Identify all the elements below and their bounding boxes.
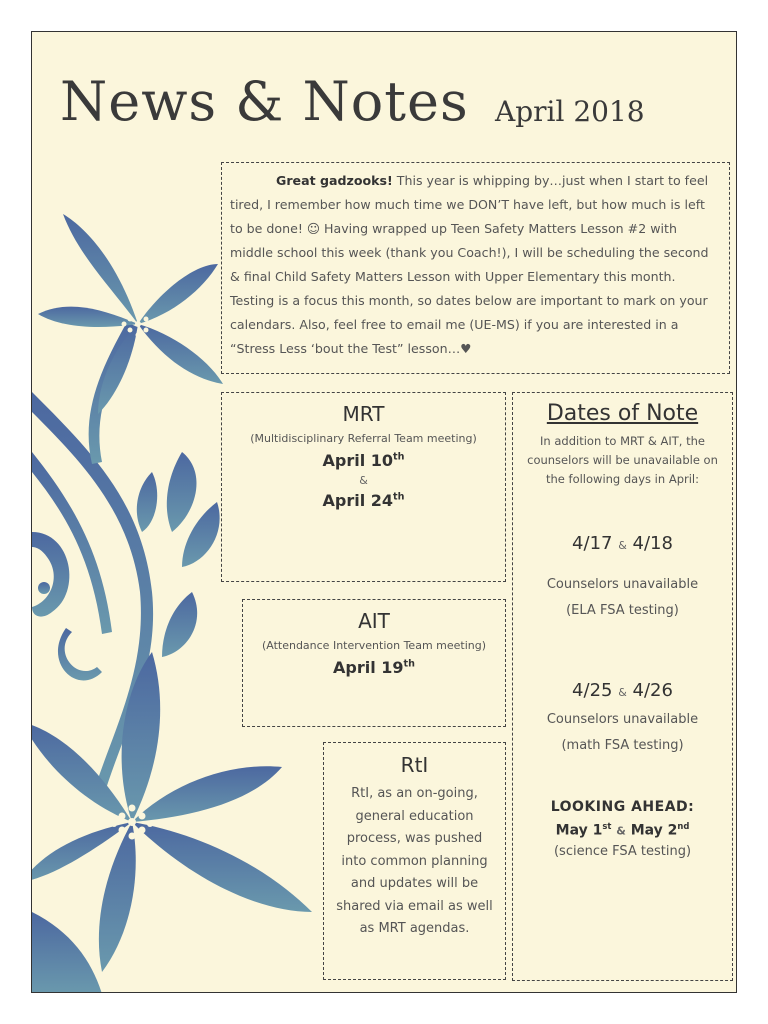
intro-text: This year is whipping by…just when I start to feel tired, I remember how much time we DON’T have left, but how much is left to be done! ☺ Having wrapped up Teen Safety Matters Lesson #2 with middle school this week (thank you Coach!), I will be scheduling the second & final Child Safety Matters Lesson with Upper Elementary this month. Testing is a focus this month, so dates below are important to mark on your calendars. Also, feel free to email me (UE-MS) if you are interested in a “Stress Less ‘bout the Test” lesson…♥ — [230, 173, 709, 356]
looking-ahead-heading: LOOKING AHEAD: — [550, 799, 695, 815]
intro-box — [221, 162, 730, 374]
dates-of-note-box — [512, 392, 733, 981]
newsletter-page — [31, 31, 737, 993]
mrt-description: (Multidisciplinary Referral Team meeting) — [250, 432, 477, 445]
dates-of-note-intro: In addition to MRT & AIT, the counselors will be unavailable on the following days in April: — [527, 434, 718, 486]
intro-lead: Great gadzooks! — [276, 173, 393, 188]
looking-ahead-note: (science FSA testing) — [553, 843, 692, 859]
date-entry-line: Counselors unavailable — [546, 712, 699, 727]
mrt-box — [221, 392, 506, 582]
date-range: 4/25 & 4/26 — [572, 680, 673, 701]
date-range: 4/17 & 4/18 — [572, 533, 673, 554]
mrt-date-2: April 24th — [322, 491, 405, 510]
ait-heading: AIT — [358, 609, 390, 633]
ait-date: April 19th — [333, 658, 415, 677]
rti-heading: RtI — [400, 753, 429, 777]
ait-description: (Attendance Intervention Team meeting) — [261, 639, 487, 652]
date-entry — [513, 680, 732, 759]
date-entry-note: (ELA FSA testing) — [566, 603, 679, 618]
mrt-date-1: April 10th — [322, 451, 405, 470]
issue-date: April 2018 — [495, 95, 645, 128]
page-title: News & Notes — [60, 70, 469, 133]
mrt-ampersand: & — [359, 474, 368, 487]
date-entry-note: (math FSA testing) — [561, 738, 684, 753]
looking-ahead-dates: May 1st & May 2nd — [555, 821, 690, 839]
looking-ahead — [513, 799, 732, 865]
mrt-heading: MRT — [342, 402, 385, 426]
date-entry-line: Counselors unavailable — [546, 577, 699, 592]
ait-box — [242, 599, 506, 727]
date-entry — [513, 533, 732, 624]
rti-body: RtI, as an on-going, general education process, was pushed into common planning and updates will be shared via email as well as MRT agendas. — [336, 786, 493, 936]
dates-of-note-heading: Dates of Note — [546, 401, 699, 426]
rti-box — [323, 742, 506, 980]
